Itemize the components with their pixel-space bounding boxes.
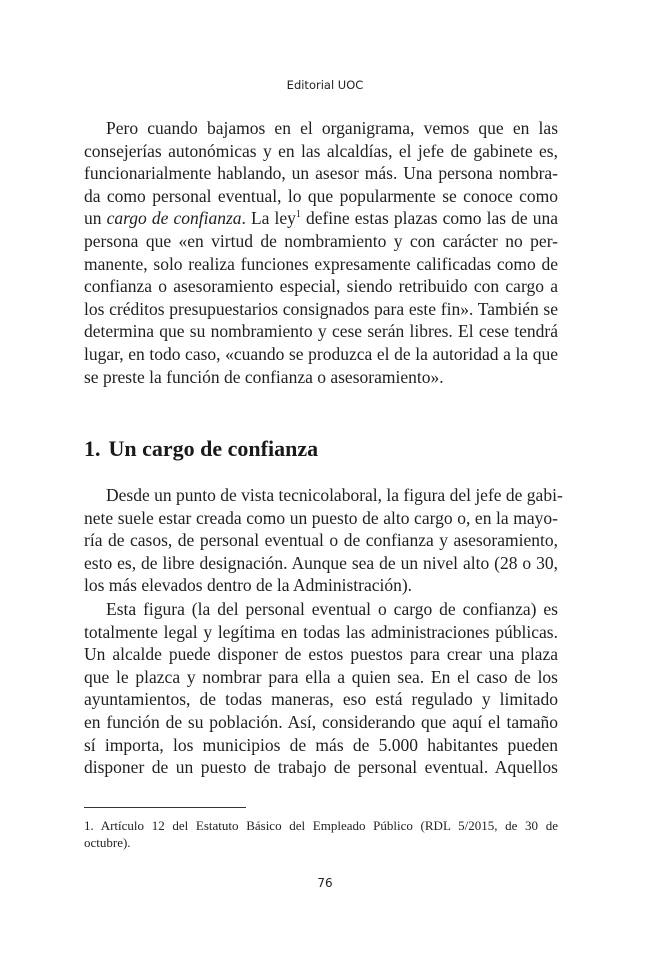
text-line: Desde un punto de vista tecnicolaboral, la figura del jefe de gabi-	[106, 485, 563, 505]
footnote-line: 1. Artículo 12 del Estatuto Básico del Empleado Público (RDL 5/2015, de 30 de	[84, 818, 558, 833]
text-line: Un alcalde puede disponer de estos puestos para crear una plaza	[84, 644, 558, 665]
text-line: esto es, de libre designación. Aunque sea de un nivel alto (28 o 30,	[84, 552, 558, 573]
body-paragraph-2	[84, 484, 563, 597]
text-line: ayuntamientos, de todas maneras, eso está regulado y limitado	[84, 689, 558, 710]
section-title: Un cargo de confianza	[108, 436, 319, 461]
footnote-line: octubre).	[84, 835, 131, 850]
text-line: disponer de un puesto de trabajo de personal eventual. Aquellos	[84, 757, 558, 778]
text-line: que le plazca y nombrar para ella a quien sea. En el caso de los	[84, 666, 558, 687]
text-line: confianza o asesoramiento especial, siendo retribuido con cargo a	[84, 276, 558, 297]
text-line: los más elevados dentro de la Administración).	[84, 575, 413, 596]
text-line: funcionarialmente hablando, un asesor más. Una persona nombra-	[84, 163, 558, 184]
running-header: Editorial UOC	[286, 78, 364, 92]
text-line: los créditos presupuestarios consignados para este fin». También se	[84, 298, 558, 319]
text-line: Esta figura (la del personal eventual o cargo de confianza) es	[106, 599, 558, 619]
body-paragraph-1	[84, 117, 558, 388]
text-line: totalmente legal y legítima en todas las administraciones públicas.	[84, 621, 558, 642]
text-line: consejerías autonómicas y en las alcaldías, el jefe de gabinete es,	[84, 140, 558, 161]
text-fragment: define estas plazas como las de una	[300, 208, 559, 229]
text-line: manente, solo realiza funciones expresamente calificadas como de	[84, 253, 558, 274]
text-fragment: un	[84, 208, 107, 229]
section-number: 1.	[84, 436, 101, 461]
text-fragment: . La ley	[241, 208, 296, 229]
text-line: se preste la función de confianza o asesoramiento».	[84, 366, 444, 387]
body-paragraph-3	[84, 598, 558, 779]
footnote	[84, 817, 558, 851]
footnote-reference[interactable]: 1	[295, 209, 301, 221]
text-line: determina que su nombramiento y cese serán libres. El cese tendrá	[84, 321, 558, 342]
text-line: sí importa, los municipios de más de 5.000 habitantes pueden	[84, 734, 558, 755]
page-number: 76	[317, 876, 333, 890]
text-line: lugar, en todo caso, «cuando se produzca el de la autoridad a la que	[84, 343, 558, 364]
text-line	[84, 207, 558, 230]
text-line: nete suele estar creada como un puesto de alto cargo o, en la mayo-	[84, 507, 558, 528]
text-line: persona que «en virtud de nombramiento y con carácter no per-	[84, 230, 558, 251]
footnote-separator	[84, 807, 246, 808]
text-line: Pero cuando bajamos en el organigrama, vemos que en las	[106, 118, 558, 138]
text-line: da como personal eventual, lo que popularmente se conoce como	[84, 185, 558, 206]
text-line: en función de su población. Así, considerando que aquí el tamaño	[84, 711, 558, 732]
text-line: ría de casos, de personal eventual o de confianza y asesoramiento,	[84, 530, 558, 551]
italic-term: cargo de confianza	[106, 208, 242, 229]
section-heading	[84, 436, 318, 462]
